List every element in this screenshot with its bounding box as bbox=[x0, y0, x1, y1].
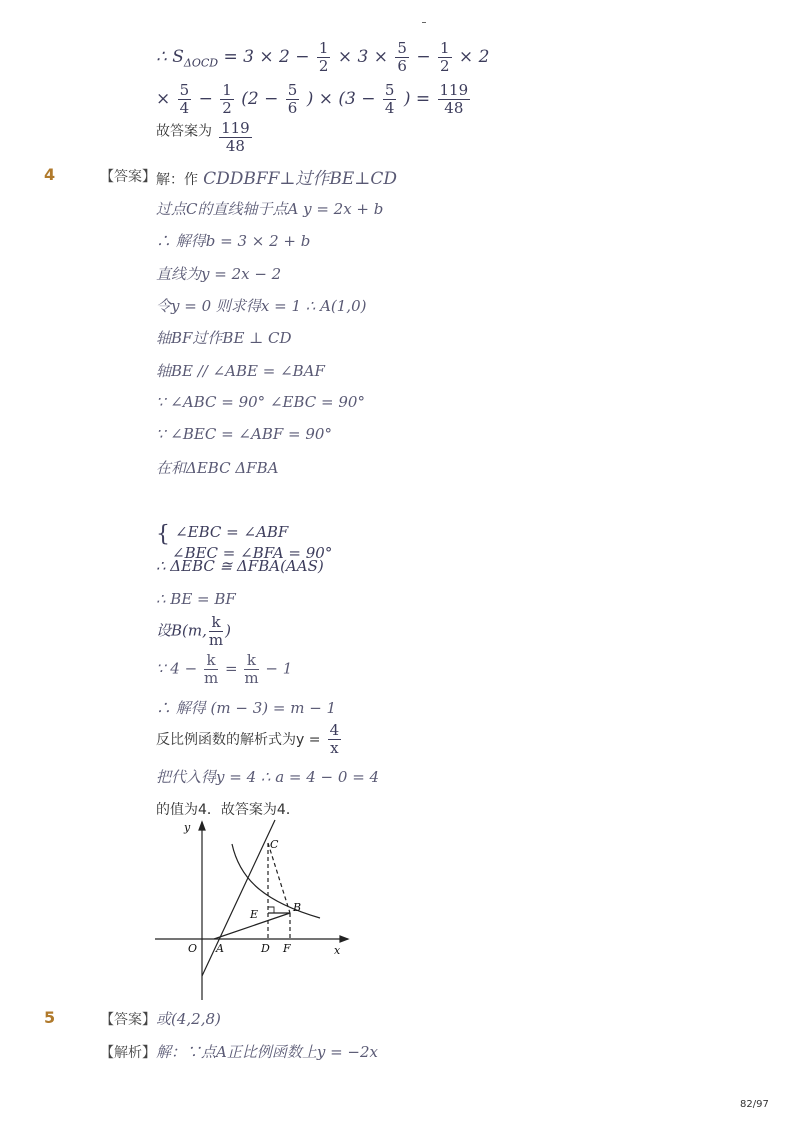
math-expr: CDDBFF⊥过作BE⊥CD bbox=[203, 169, 397, 189]
expr-part: × 3 × bbox=[337, 47, 388, 67]
label-f: F bbox=[283, 942, 291, 955]
hyperbola-curve bbox=[232, 844, 320, 918]
fraction: $\frac{1}{2}$ bbox=[318, 39, 329, 75]
fraction: $\frac{119}{48}$ bbox=[221, 119, 250, 155]
label-y: y bbox=[184, 821, 191, 834]
answer-tag-5: 【答案】 bbox=[100, 1012, 156, 1028]
area-line-1 bbox=[156, 40, 489, 75]
label-d: D bbox=[261, 942, 270, 955]
step-line bbox=[156, 652, 292, 687]
expr-part: − 1 bbox=[265, 659, 293, 678]
fraction: $\frac{5}{6}$ bbox=[287, 81, 298, 117]
expr-part: 反比例函数的解析式为y = bbox=[156, 732, 321, 748]
fraction: $\frac{k}{m}$ bbox=[203, 651, 219, 687]
geometry-figure bbox=[150, 818, 350, 1000]
step-line: 轴BF过作BE ⊥ CD bbox=[156, 329, 292, 347]
system-eq-1: ∠EBC = ∠ABF bbox=[175, 523, 289, 541]
expr-part: = bbox=[225, 659, 238, 678]
label-e: E bbox=[250, 908, 259, 921]
step-line: 轴BE // ∠ABE = ∠BAF bbox=[156, 362, 325, 380]
analysis-tag-5: 【解析】 bbox=[100, 1045, 156, 1061]
therefore-s: ∴ S bbox=[156, 47, 184, 67]
fraction: $\frac{k}{m}$ bbox=[208, 613, 224, 649]
step-line bbox=[156, 614, 231, 649]
answer-label: 故答案为 bbox=[156, 123, 212, 140]
answer-text-5: 或(4,2,8) bbox=[156, 1010, 221, 1028]
label-o: O bbox=[188, 942, 198, 955]
answer-line-4 bbox=[156, 164, 397, 189]
step-line: ∵ ∠BEC = ∠ABF = 90° bbox=[156, 425, 332, 443]
system-brace bbox=[156, 522, 333, 562]
step-line bbox=[156, 722, 343, 757]
expr-part: = 3 × 2 − bbox=[223, 47, 310, 67]
step-line: ∴ 解得b = 3 × 2 + b bbox=[156, 232, 311, 250]
page-number: 82/97 bbox=[740, 1099, 769, 1110]
step-line: ∴ 解得 (m − 3) = m − 1 bbox=[156, 699, 337, 717]
left-brace: { bbox=[156, 522, 170, 547]
fraction: $\frac{119}{48}$ bbox=[439, 81, 469, 117]
subscript-ocd: ΔOCD bbox=[183, 56, 219, 70]
expr-part: ) × (3 − bbox=[306, 89, 376, 109]
step-line: ∵ ∠ABC = 90° ∠EBC = 90° bbox=[156, 393, 365, 411]
expr-part: ∵ 4 − bbox=[156, 659, 198, 678]
answer-tag-4: 【答案】 bbox=[100, 169, 156, 185]
step-line: 的值为4．故答案为4． bbox=[156, 802, 300, 818]
fraction: $\frac{5}{4}$ bbox=[179, 81, 190, 117]
fraction: $\frac{k}{m}$ bbox=[244, 651, 259, 687]
label-x: x bbox=[334, 944, 341, 957]
answer-lead: 解：作 bbox=[156, 172, 198, 188]
expr-part: (2 − bbox=[241, 89, 279, 109]
fraction: $\frac{5}{4}$ bbox=[384, 81, 395, 117]
step-line: ∴ ΔEBC ≅ ΔFBA(AAS) bbox=[156, 557, 324, 575]
step-line: 过点C的直线轴于点A y = 2x + b bbox=[156, 200, 384, 218]
step-line: ∴ BE = BF bbox=[156, 590, 236, 608]
fraction: $\frac{5}{6}$ bbox=[397, 39, 407, 75]
expr-part: − bbox=[416, 47, 431, 67]
expr-part: ) bbox=[225, 621, 231, 640]
expr-part: 设B(m, bbox=[156, 621, 207, 640]
step-line: 把代入得y = 4 ∴ a = 4 − 0 = 4 bbox=[156, 768, 380, 786]
expr-part: × bbox=[156, 89, 171, 109]
label-a: A bbox=[216, 942, 224, 955]
fraction: $\frac{4}{x}$ bbox=[329, 721, 340, 757]
question-number-5: 5 bbox=[44, 1008, 56, 1027]
answer-line bbox=[156, 120, 254, 158]
y-axis-arrow-icon bbox=[199, 822, 205, 830]
step-line: 在和ΔEBC ΔFBA bbox=[156, 459, 279, 477]
expr-part: ) = bbox=[403, 89, 431, 109]
label-c: C bbox=[270, 838, 279, 851]
expr-part: × 2 bbox=[458, 47, 490, 67]
question-number-4: 4 bbox=[44, 165, 56, 184]
expr-part: − bbox=[198, 89, 213, 109]
fraction: $\frac{1}{2}$ bbox=[222, 81, 232, 117]
top-dash bbox=[422, 22, 426, 23]
system-eq-2: ∠BEC = ∠BFA = 90° bbox=[172, 544, 333, 562]
analysis-text-5: 解：∵点A正比例函数上y = −2x bbox=[156, 1043, 378, 1061]
label-b: B bbox=[293, 901, 302, 914]
step-line: 直线为y = 2x − 2 bbox=[156, 265, 282, 283]
right-angle-mark bbox=[268, 907, 274, 913]
fraction: $\frac{1}{2}$ bbox=[439, 39, 450, 75]
step-line: 令y = 0 则求得x = 1 ∴ A(1,0) bbox=[156, 297, 367, 315]
area-line-2 bbox=[156, 82, 472, 117]
x-axis-arrow-icon bbox=[340, 936, 348, 942]
